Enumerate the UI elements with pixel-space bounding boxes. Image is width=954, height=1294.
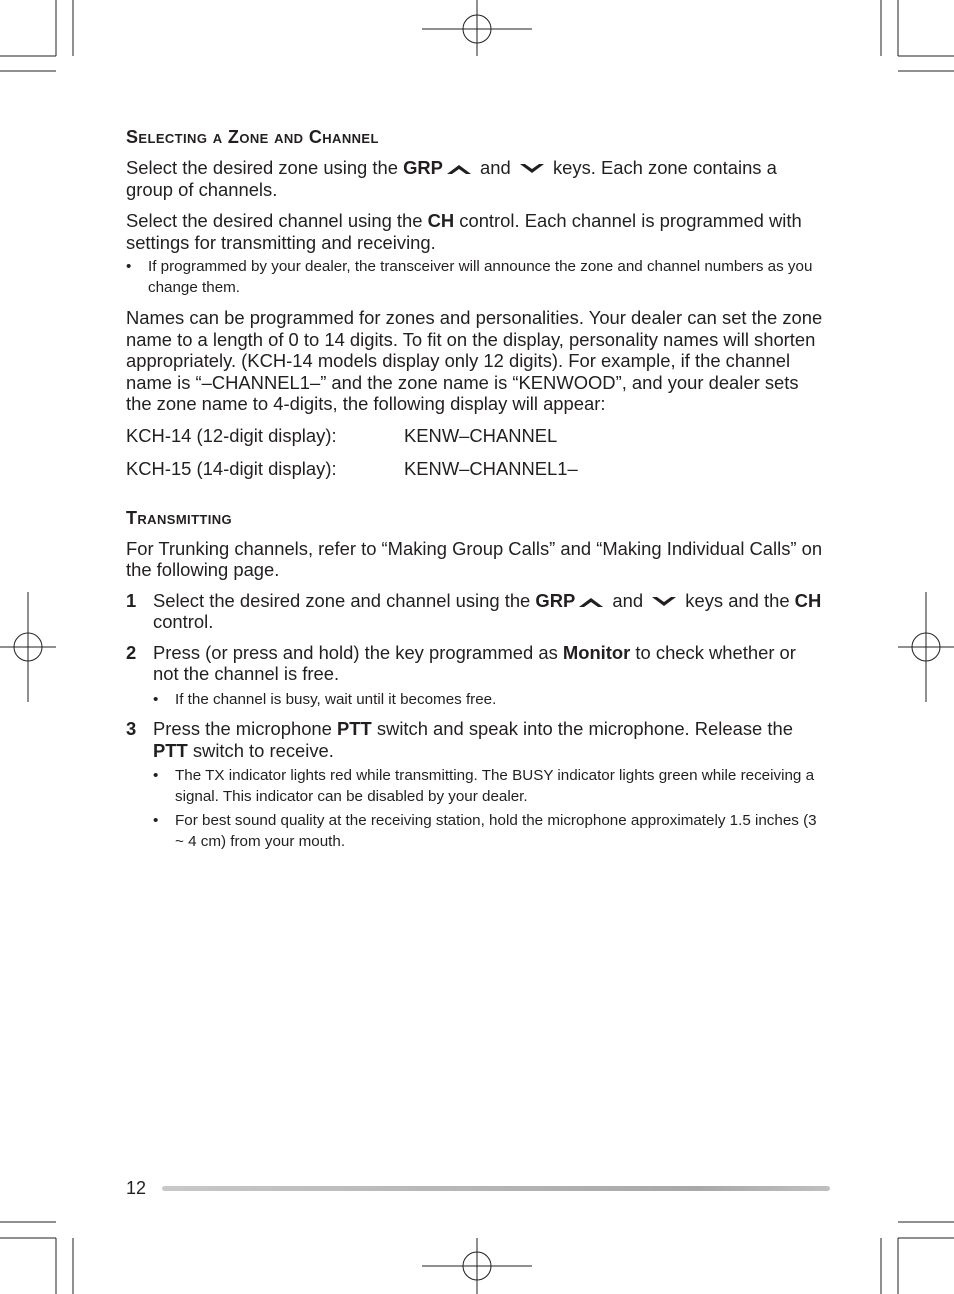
note-sound-quality: • For best sound quality at the receiving station, hold the microphone approximately 1.5 inches (3 ~ 4 cm) from your mouth.: [153, 812, 817, 850]
registration-mark-left: [0, 592, 56, 702]
registration-mark-bottom: [422, 1238, 532, 1294]
display-row-kch14: KCH-14 (12-digit display): KENW–CHANNEL: [126, 424, 558, 446]
note-announce: • If programmed by your dealer, the transceiver will announce the zone and channel numbers as you change them.: [126, 258, 813, 296]
chevron-down-icon: [651, 596, 677, 608]
section-heading-selecting: Selecting a Zone and Channel: [126, 127, 379, 147]
page-number: 12: [126, 1178, 147, 1198]
chevron-down-icon: [519, 163, 545, 175]
paragraph-names: Names can be programmed for zones and personalities. Your dealer can set the zone name to a length of 0 to 14 digits. To fit on the display, personality names will shorten appropriately. (KCH-14 models display only 12 digits). For example, if the channel name is “–CHANNEL1–” and the zone name is “KENWOOD”, and your dealer sets the zone name to 4-digits, the following display will appear:: [126, 307, 823, 414]
grp-key-label: GRP: [403, 157, 443, 178]
page-content: [126, 126, 826, 852]
section-heading-transmitting: Transmitting: [126, 507, 233, 528]
chevron-up-icon: [578, 596, 604, 608]
footer-rule: [162, 1186, 830, 1191]
registration-mark-top: [422, 0, 532, 56]
step-3: 3 Press the microphone PTT switch and speak into the microphone. Release the PTT switch to receive.: [126, 718, 793, 761]
paragraph-zone-select: Select the desired zone using the GRP and keys. Each zone contains a group of channels.: [126, 157, 777, 200]
chevron-up-icon: [446, 163, 472, 175]
note-indicator: • The TX indicator lights red while transmitting. The BUSY indicator lights green while receiving a signal. This indicator can be disabled by your dealer.: [153, 767, 815, 805]
registration-mark-right: [898, 592, 954, 702]
note-busy: • If the channel is busy, wait until it becomes free.: [153, 690, 497, 708]
paragraph-trunking: For Trunking channels, refer to “Making Group Calls” and “Making Individual Calls” on the following page.: [126, 537, 823, 580]
step-2: 2 Press (or press and hold) the key programmed as Monitor to check whether or not the channel is free.: [126, 641, 796, 684]
step-1: 1 Select the desired zone and channel using the GRP and keys and the CH control.: [126, 589, 822, 632]
display-row-kch15: KCH-15 (14-digit display): KENW–CHANNEL1–: [126, 458, 578, 479]
paragraph-channel-select: Select the desired channel using the CH control. Each channel is programmed with settings for transmitting and receiving.: [126, 210, 802, 253]
ch-control-label: CH: [427, 210, 455, 231]
